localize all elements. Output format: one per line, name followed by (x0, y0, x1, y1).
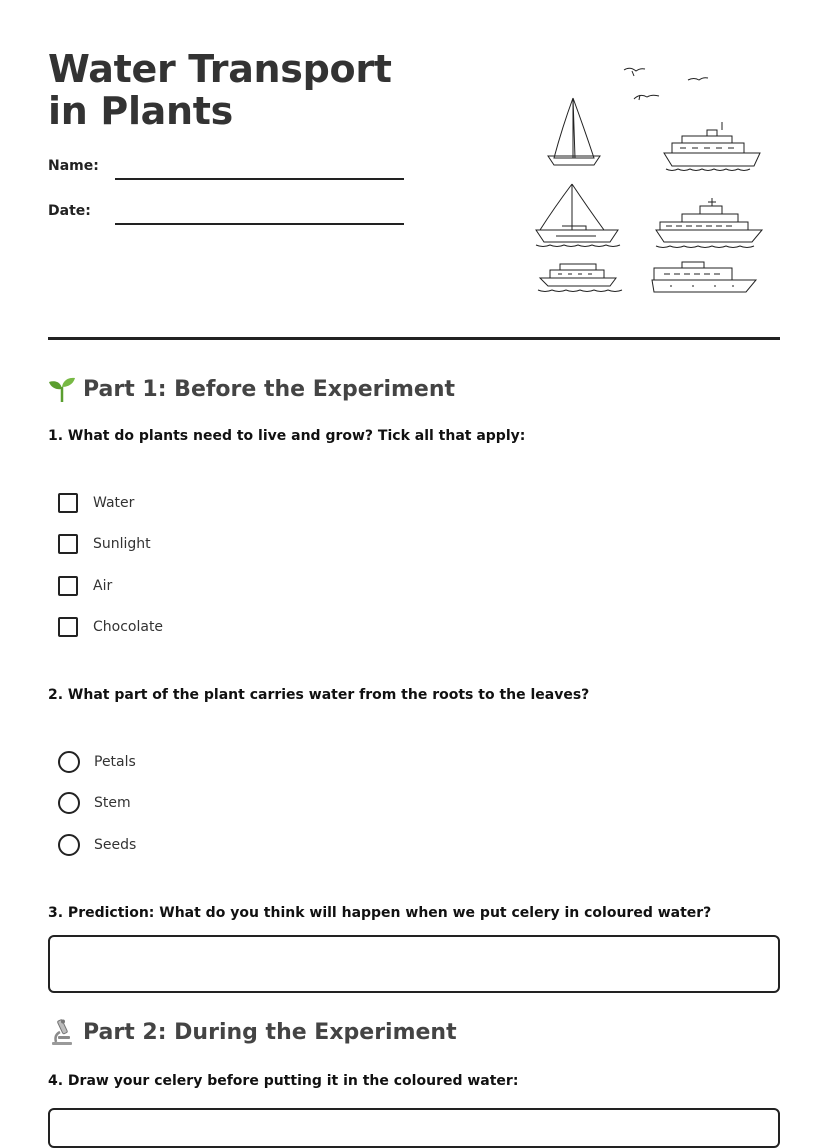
header-divider (48, 337, 780, 340)
part1-title: Part 1: Before the Experiment (83, 376, 456, 402)
question-4: 4. Draw your celery before putting it in the coloured water: (48, 1073, 519, 1089)
checkbox-label: Sunlight (93, 536, 151, 552)
checkbox-option-sunlight[interactable] (58, 532, 151, 556)
checkbox-label: Chocolate (93, 619, 164, 635)
date-input-line[interactable] (115, 223, 404, 225)
sailboat-icon (554, 98, 594, 158)
date-label: Date: (48, 203, 91, 219)
worksheet-title: Water Transport in Plants (48, 47, 392, 133)
boats-and-seagulls-illustration (532, 58, 772, 298)
checkbox-option-chocolate[interactable] (58, 615, 163, 639)
seagull-icon (624, 68, 645, 71)
checkbox-label: Water (93, 495, 135, 511)
checkbox[interactable] (58, 493, 78, 513)
seagull-icon (688, 78, 708, 80)
checkbox-option-air[interactable] (58, 574, 112, 598)
ship-icon (656, 230, 762, 242)
name-input-line[interactable] (115, 178, 404, 180)
microscope-icon (48, 1018, 76, 1046)
checkbox-label: Air (93, 578, 113, 594)
name-field (48, 158, 408, 182)
seedling-icon (48, 375, 76, 403)
radio-button[interactable] (58, 751, 80, 773)
prediction-answer-box[interactable] (48, 935, 780, 993)
small-boat-icon (540, 264, 616, 286)
part1-heading (48, 372, 455, 406)
date-field (48, 203, 408, 227)
checkbox[interactable] (58, 534, 78, 554)
seagull-icon (634, 95, 659, 99)
drawing-answer-box[interactable] (48, 1108, 780, 1148)
radio-button[interactable] (58, 834, 80, 856)
radio-button[interactable] (58, 792, 80, 814)
radio-label: Seeds (94, 837, 137, 853)
radio-option-petals[interactable] (58, 750, 136, 774)
checkbox[interactable] (58, 617, 78, 637)
question-3: 3. Prediction: What do you think will happen when we put celery in coloured water? (48, 905, 712, 921)
sailboat-icon (540, 184, 604, 230)
radio-label: Stem (94, 795, 131, 811)
question-1: 1. What do plants need to live and grow? Tick all that apply: (48, 428, 526, 444)
radio-option-stem[interactable] (58, 791, 131, 815)
question-2: 2. What part of the plant carries water from the roots to the leaves? (48, 687, 590, 703)
radio-label: Petals (94, 754, 136, 770)
worksheet-page (48, 0, 780, 1118)
ferry-icon (664, 153, 760, 166)
checkbox[interactable] (58, 576, 78, 596)
radio-option-seeds[interactable] (58, 833, 136, 857)
cruise-ship-icon (652, 262, 756, 292)
part2-heading (48, 1015, 457, 1049)
part2-title: Part 2: During the Experiment (83, 1019, 457, 1045)
name-label: Name: (48, 158, 99, 174)
checkbox-option-water[interactable] (58, 491, 134, 515)
